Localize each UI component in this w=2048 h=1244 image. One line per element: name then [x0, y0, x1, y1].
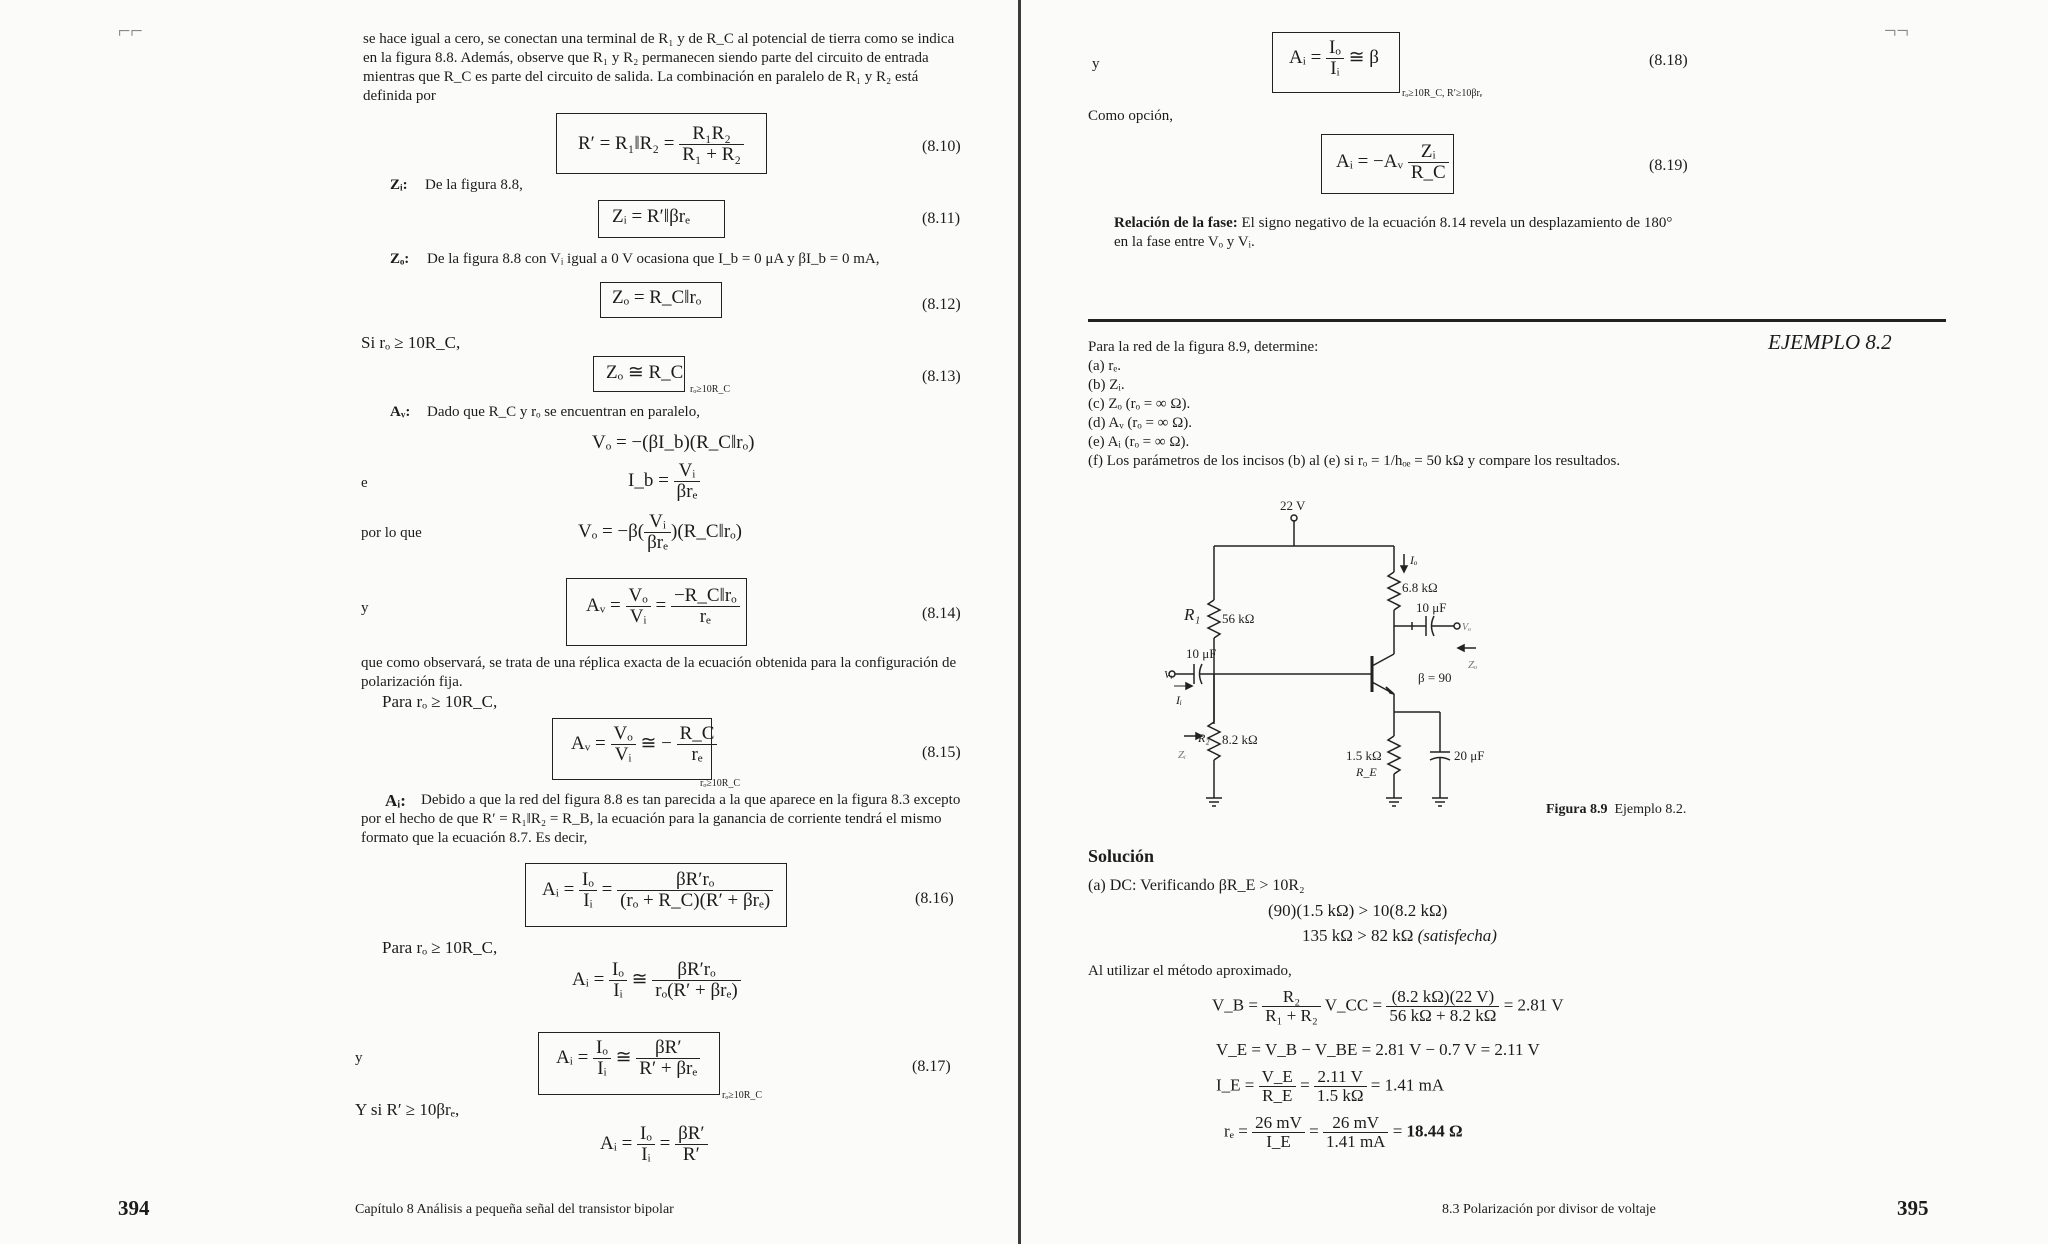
beta-label: β = 90 [1418, 670, 1452, 685]
zi-text: De la figura 8.8, [425, 177, 523, 193]
ground-icon [1386, 798, 1402, 806]
ground-icon [1206, 798, 1222, 806]
list-item: (d) Aᵥ (rₒ = ∞ Ω). [1088, 415, 1193, 431]
word-y: y [361, 600, 369, 616]
example-title: EJEMPLO 8.2 [1768, 330, 1892, 354]
para-ro-text: Para rₒ ≥ 10R_C, [382, 692, 498, 711]
zo-label: Zₒ: [390, 251, 410, 267]
example-intro: Para la red de la figura 8.9, determine: [1088, 339, 1319, 355]
right-page [1024, 0, 2048, 1244]
eq-8-18: Aᵢ = $\frac{\text{Iₒ}}{\text{Iᵢ}}$ ≅ β [1289, 37, 1379, 79]
eq-number: (8.18) [1649, 52, 1688, 69]
eq-8-12: Zₒ = R_C‖rₒ [612, 287, 702, 308]
zi-label: Zᵢ: [390, 177, 408, 193]
eq-number: (8.15) [922, 744, 961, 761]
para-ro-text: Para rₒ ≥ 10R_C, [382, 938, 498, 957]
word-y: y [1092, 56, 1100, 72]
ce-label: 20 μF [1454, 748, 1485, 763]
ai-label: Aᵢ: [385, 791, 406, 810]
c-in-label: 10 μF [1186, 646, 1217, 661]
eq-8-14: Aᵥ = $\frac{\text{Vₒ}}{\text{Vᵢ}}$ = $\frac{\text{−R\_C‖rₒ}}{\text{rₑ}}$ [586, 586, 740, 627]
r2-hand-label: R₂ [1198, 731, 1210, 745]
r2-label: 8.2 kΩ [1222, 732, 1258, 747]
scan-mark-icon: ⌐⌐ [118, 18, 143, 43]
ai-text: Debido a que la red del figura 8.8 es tan parecida a la que aparece en la figura 8.3 excepto por el hecho de que R′ = R₁‖R₂ = R_B, la ecuación para la ganancia de corriente tendrá el mismo formato que la ecuación 8.7. Es decir, [361, 792, 961, 846]
zi-label: Zᵢ [1178, 749, 1186, 761]
c-out-label: 10 μF [1416, 600, 1447, 615]
eq-8-13: Zₒ ≅ R_C [606, 362, 684, 383]
eq-ai-final: Aᵢ = $\frac{\text{Iₒ}}{\text{Iᵢ}}$ = $\frac{\beta R'}{R'}$ [600, 1124, 708, 1165]
si-ro-text: Si rₒ ≥ 10R_C, [361, 333, 461, 352]
sol-a2: 135 kΩ > 82 kΩ (satisfecha) [1302, 926, 1497, 945]
eq-condition: rₒ≥10R_C [722, 1090, 763, 1101]
resistor-r1 [1208, 600, 1220, 638]
r1-label: 56 kΩ [1222, 611, 1255, 626]
re-hand-label: R_E [1356, 765, 1377, 779]
resistor-rc [1388, 572, 1400, 610]
eq-8-16: Aᵢ = $\frac{\text{Iₒ}}{\text{Iᵢ}}$ = $\frac{\text{βR′rₒ}}{\text{(rₒ + R\_C)(R′ + βrₑ)}}$ [542, 870, 773, 911]
replica-text: que como observará, se trata de una réplica exacta de la ecuación obtenida para la configuración de polarización fija. [361, 655, 957, 690]
ii-arrow-head [1186, 683, 1192, 689]
list-item: (e) Aᵢ (rₒ = ∞ Ω). [1088, 434, 1190, 450]
left-page [0, 0, 1020, 1244]
scan-mark-icon: ¬¬ [1884, 18, 1909, 43]
solucion-heading: Solución [1088, 846, 1155, 866]
ii-label: Iᵢ [1176, 693, 1182, 707]
eq-ai-approx: Aᵢ = $\frac{\text{Iₒ}}{\text{Iᵢ}}$ ≅ $\frac{\text{βR′rₒ}}{\text{rₒ(R′ + βrₑ)}}$ [572, 960, 741, 1001]
eq-number: (8.17) [912, 1058, 951, 1075]
eq-re: rₑ = $\frac{26 mV}{I\_E}$ = $\frac{26 mV}{1.41 mA}$ = 18.44 Ω [1224, 1113, 1463, 1151]
resistor-r2 [1208, 722, 1220, 760]
vo-label: Vₒ [1462, 622, 1471, 633]
sol-a1: (90)(1.5 kΩ) > 10(8.2 kΩ) [1268, 901, 1448, 920]
example-rule [1088, 319, 1946, 322]
vi-label: Vᵢ [1164, 669, 1173, 681]
eq-ve: V_E = V_B − V_BE = 2.81 V − 0.7 V = 2.11 V [1216, 1040, 1540, 1059]
ground-icon [1432, 798, 1448, 806]
fase-title: Relación de la fase: [1114, 215, 1238, 231]
eq-number: (8.13) [922, 368, 961, 385]
transistor-collector [1372, 654, 1394, 666]
page-footer: Capítulo 8 Análisis a pequeña señal del transistor bipolar [355, 1202, 674, 1217]
eq-8-19: Aᵢ = −Aᵥ $\frac{\text{Zᵢ}}{R\_C}$ [1336, 142, 1449, 183]
vo-terminal [1454, 623, 1460, 629]
eq-ib: I_b = $\frac{\text{Vᵢ}}{\text{βrₑ}}$ [628, 461, 700, 502]
rc-label: 6.8 kΩ [1402, 580, 1438, 595]
page-number: 395 [1897, 1196, 1929, 1220]
eq-8-10: R′ = R₁‖R₂ = $\frac{\text{R₁R₂}}{\text{R₁ + R₂}}$ [578, 124, 744, 165]
eq-vo-1: Vₒ = −(βI_b)(R_C‖rₒ) [592, 432, 755, 453]
figure-caption: Figura 8.9 Ejemplo 8.2. [1546, 802, 1687, 817]
como-opcion-text: Como opción, [1088, 108, 1173, 124]
example-list [1088, 357, 1728, 471]
eq-condition: rₒ≥10R_C, R′≥10βrₑ [1402, 88, 1483, 99]
word-y: y [355, 1050, 363, 1066]
sol-a-text: (a) DC: Verificando βR_E > 10R₂ [1088, 877, 1305, 894]
page-number: 394 [118, 1196, 150, 1220]
eq-8-17: Aᵢ = $\frac{\text{Iₒ}}{\text{Iᵢ}}$ ≅ $\frac{\beta R'}{\text{R′ + βrₑ}}$ [556, 1038, 700, 1079]
zo-text: De la figura 8.8 con Vᵢ igual a 0 V ocasiona que I_b = 0 μA y βI_b = 0 mA, [427, 251, 880, 267]
eq-condition: rₒ≥10R_C [690, 384, 731, 395]
word-e: e [361, 475, 368, 491]
fase-paragraph [1114, 214, 1674, 252]
circuit-diagram [1164, 496, 1504, 831]
eq-vo-2: Vₒ = −β( $\frac{\text{Vᵢ}}{\text{βrₑ}}$ )(R_C‖rₒ) [578, 511, 742, 553]
eq-8-15: Aᵥ = $\frac{\text{Vₒ}}{\text{Vᵢ}}$ ≅ − $\frac{R\_C}{\text{rₑ}}$ [571, 724, 717, 765]
word-por-lo-que: por lo que [361, 525, 422, 541]
eq-number: (8.11) [922, 210, 961, 227]
list-item: (a) rₑ. [1088, 358, 1121, 374]
zo-arrow-head [1458, 645, 1464, 651]
zo-label: Zₒ [1468, 659, 1478, 671]
list-item: (b) Zᵢ. [1088, 377, 1125, 393]
eq-condition: rₒ≥10R_C [700, 778, 741, 789]
eq-number: (8.14) [922, 605, 961, 622]
io-arrow-head [1401, 566, 1407, 572]
metodo-text: Al utilizar el método aproximado, [1088, 963, 1292, 979]
intro-text: se hace igual a cero, se conectan una terminal de R₁ y de R_C al potencial de tierra como se indica en la figura 8.8. Además, observe que R₁ y R₂ permanecen siendo parte del circuito de entrada mientras que R_C es parte del circuito de salida. La combinación en paralelo de R₁ y R₂ está definida por [363, 31, 955, 104]
resistor-re [1388, 736, 1400, 774]
eq-vb: V_B = $\frac{\text{R₂}}{\text{R₁ + R₂}}$ V_CC = $\frac{(8.2 k\Omega)(22 V)}{56 k\Omega + 8.2 k\Omega}$ = 2.81 V [1212, 987, 1564, 1025]
list-item: (f) Los parámetros de los incisos (b) al (e) si rₒ = 1/hₒₑ = 50 kΩ y compare los resultados. [1088, 453, 1621, 469]
r1-hand-label: R₁ [1184, 605, 1201, 624]
re-label: 1.5 kΩ [1346, 748, 1382, 763]
eq-number: (8.12) [922, 296, 961, 313]
page-footer: 8.3 Polarización por divisor de voltaje [1442, 1202, 1656, 1217]
vcc-label: 22 V [1280, 498, 1306, 513]
ysi-text: Y si R′ ≥ 10βrₑ, [355, 1100, 460, 1119]
eq-8-11: Zᵢ = R′‖βrₑ [612, 206, 690, 227]
eq-number: (8.19) [1649, 157, 1688, 174]
av-text: Dado que R_C y rₒ se encuentran en paralelo, [427, 404, 700, 420]
eq-number: (8.10) [922, 138, 961, 155]
av-label: Aᵥ: [390, 404, 411, 420]
eq-ie: I_E = $\frac{V\_E}{R\_E}$ = $\frac{2.11 V}{1.5 k\Omega}$ = 1.41 mA [1216, 1067, 1445, 1105]
io-label: Iₒ [1410, 553, 1418, 567]
fase-text: El signo negativo de la ecuación 8.14 revela un desplazamiento de 180° en la fase entre Vₒ y Vᵢ. [1114, 215, 1673, 250]
list-item: (c) Zₒ (rₒ = ∞ Ω). [1088, 396, 1191, 412]
eq-number: (8.16) [915, 890, 954, 907]
